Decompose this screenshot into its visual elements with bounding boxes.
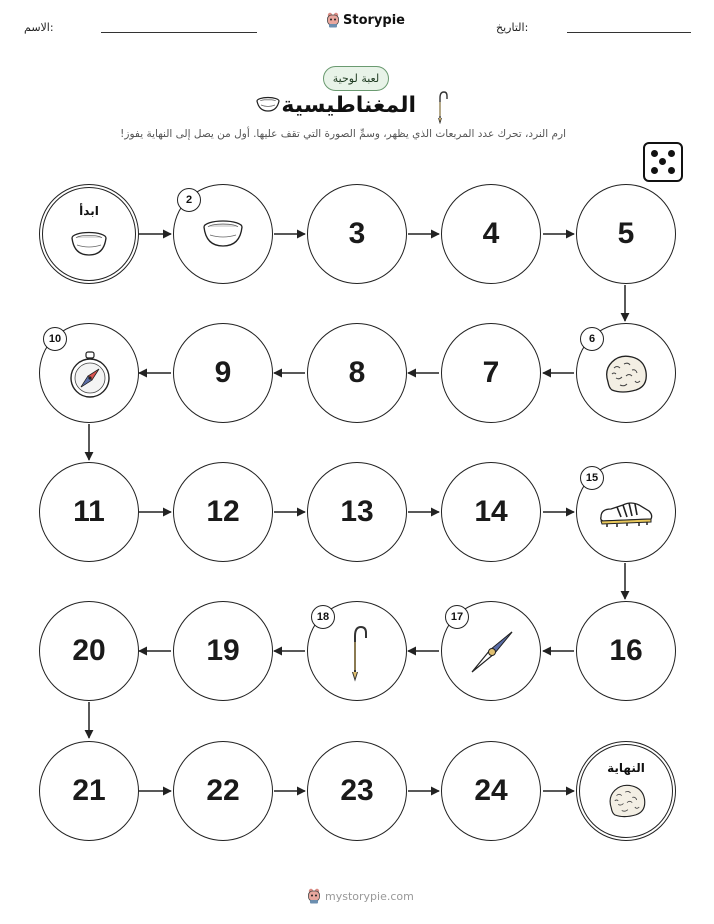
board-cell-5[interactable] [576,184,676,284]
board-cell-23[interactable] [307,741,407,841]
board-cell-2[interactable] [173,184,273,284]
board-cell-15[interactable] [576,462,676,562]
board-cell-8[interactable] [307,323,407,423]
cell-number: 14 [474,495,508,528]
board-cell-start[interactable] [39,184,139,284]
cell-number: 7 [482,356,500,389]
hook-icon [436,90,448,124]
brand-name: Storypie [343,12,405,28]
board-cell-13[interactable] [307,462,407,562]
board-cell-24[interactable] [441,741,541,841]
cell-number-badge: 15 [580,466,604,490]
name-label: الاسم: [24,21,54,34]
board-cell-20[interactable] [39,601,139,701]
cell-number-badge: 2 [177,188,201,212]
cell-number-badge: 10 [43,327,67,351]
board-cell-6[interactable] [576,323,676,423]
storypie-logo-icon [307,888,321,904]
rock-icon [602,352,650,394]
date-label: التاريخ: [496,21,529,34]
board-cell-3[interactable] [307,184,407,284]
compass-icon [67,350,113,400]
rock-icon [606,781,648,819]
cleat-shoe-icon [597,497,655,529]
board-cell-18[interactable] [307,601,407,701]
cell-number: 8 [348,356,366,389]
board-cell-4[interactable] [441,184,541,284]
board-cell-12[interactable] [173,462,273,562]
hook-icon [348,624,368,682]
finish-label: النهاية [607,761,645,775]
cell-number-badge: 6 [580,327,604,351]
board-cell-9[interactable] [173,323,273,423]
cell-number: 20 [72,634,106,667]
game-type-badge: لعبة لوحية [323,66,389,91]
cell-number: 19 [206,634,240,667]
cell-number: 22 [206,774,240,807]
board-cell-14[interactable] [441,462,541,562]
storypie-logo-icon [326,12,340,28]
instructions: ارم النرد، تحرك عدد المربعات الذي يظهر، وسمِّ الصورة التي تقف عليها. أول من يصل إلى النهاية يفوز! [120,128,566,140]
board-cell-21[interactable] [39,741,139,841]
cell-number: 12 [206,495,240,528]
name-field-line[interactable] [101,32,257,33]
board-cell-7[interactable] [441,323,541,423]
board-cell-22[interactable] [173,741,273,841]
cell-number-badge: 17 [445,605,469,629]
cell-number: 21 [72,774,106,807]
board-cell-finish[interactable] [576,741,676,841]
cell-number: 13 [340,495,374,528]
cell-number: 23 [340,774,374,807]
compass-needle-icon [469,629,515,675]
cell-number: 11 [73,495,105,528]
footer [307,888,414,904]
page-title: المغناطيسية [281,93,416,118]
bowl-icon [69,230,109,260]
cell-number: 4 [482,217,500,250]
board-cell-19[interactable] [173,601,273,701]
footer-url[interactable]: mystorypie.com [325,889,414,903]
cell-number: 24 [474,774,508,807]
cell-number: 9 [214,356,232,389]
bowl-icon [255,96,281,114]
bowl-icon [201,218,245,250]
die-icon [643,142,683,182]
cell-number: 16 [609,634,643,667]
board-cell-11[interactable] [39,462,139,562]
date-field-line[interactable] [567,32,691,33]
cell-number-badge: 18 [311,605,335,629]
board-cell-10[interactable] [39,323,139,423]
brand [326,12,405,28]
board-cell-16[interactable] [576,601,676,701]
cell-number: 5 [617,217,635,250]
cell-number: 3 [348,217,366,250]
start-label: ابدأ [79,204,99,218]
board-cell-17[interactable] [441,601,541,701]
